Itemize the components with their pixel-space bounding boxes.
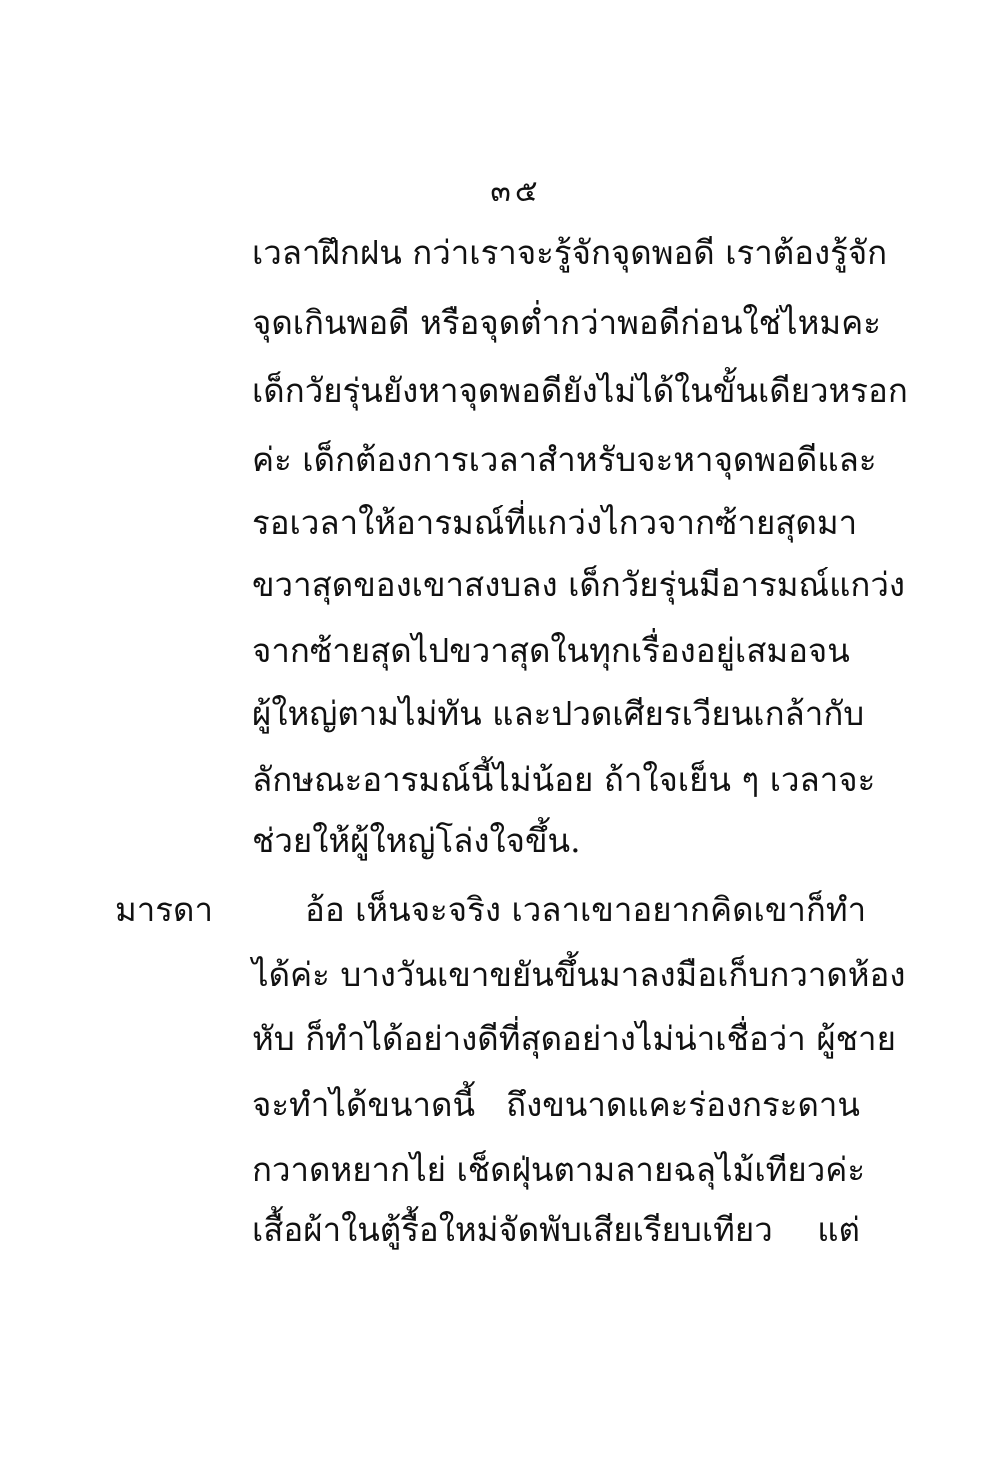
text-line: เวลาฝึกฝน กว่าเราจะรู้จักจุดพอดี เราต้องรู้จัก	[252, 233, 888, 272]
text-line: กวาดหยากไย่ เช็ดฝุ่นตามลายฉลุไม้เทียวค่ะ	[252, 1150, 866, 1189]
text-line: ลักษณะอารมณ์นี้ไม่น้อย ถ้าใจเย็น ๆ เวลาจะ	[252, 760, 876, 799]
text-line: ช่วยให้ผู้ใหญ่โล่งใจขึ้น.	[252, 821, 581, 860]
text-line: เสื้อผ้าในตู้รื้อใหม่จัดพับเสียเรียบเทียว แต่	[252, 1210, 860, 1249]
text-line: จะทำได้ขนาดนี้ ถึงขนาดแคะร่องกระดาน	[252, 1085, 860, 1124]
text-line: จุดเกินพอดี หรือจุดต่ำกว่าพอดีก่อนใช่ไหมคะ	[252, 303, 881, 342]
text-line: หับ ก็ทำได้อย่างดีที่สุดอย่างไม่น่าเชื่อว่า ผู้ชาย	[252, 1019, 896, 1058]
text-line: ได้ค่ะ บางวันเขาขยันขึ้นมาลงมือเก็บกวาดห้อง	[252, 955, 906, 994]
text-line: เด็กวัยรุ่นยังหาจุดพอดียังไม่ได้ในขั้นเดียวหรอก	[252, 371, 908, 410]
text-line: อ้อ เห็นจะจริง เวลาเขาอยากคิดเขาก็ทำ	[305, 890, 867, 929]
page-number: ๓๕	[490, 174, 542, 209]
text-line: ค่ะ เด็กต้องการเวลาสำหรับจะหาจุดพอดีและ	[252, 440, 877, 479]
text-line: รอเวลาให้อารมณ์ที่แกว่งไกวจากซ้ายสุดมา	[252, 503, 858, 542]
text-line: ผู้ใหญ่ตามไม่ทัน และปวดเศียรเวียนเกล้ากับ	[252, 694, 865, 733]
speaker-label: มารดา	[115, 890, 213, 929]
text-line: ขวาสุดของเขาสงบลง เด็กวัยรุ่นมีอารมณ์แกว่ง	[252, 565, 906, 604]
text-line: จากซ้ายสุดไปขวาสุดในทุกเรื่องอยู่เสมอจน	[252, 631, 850, 670]
